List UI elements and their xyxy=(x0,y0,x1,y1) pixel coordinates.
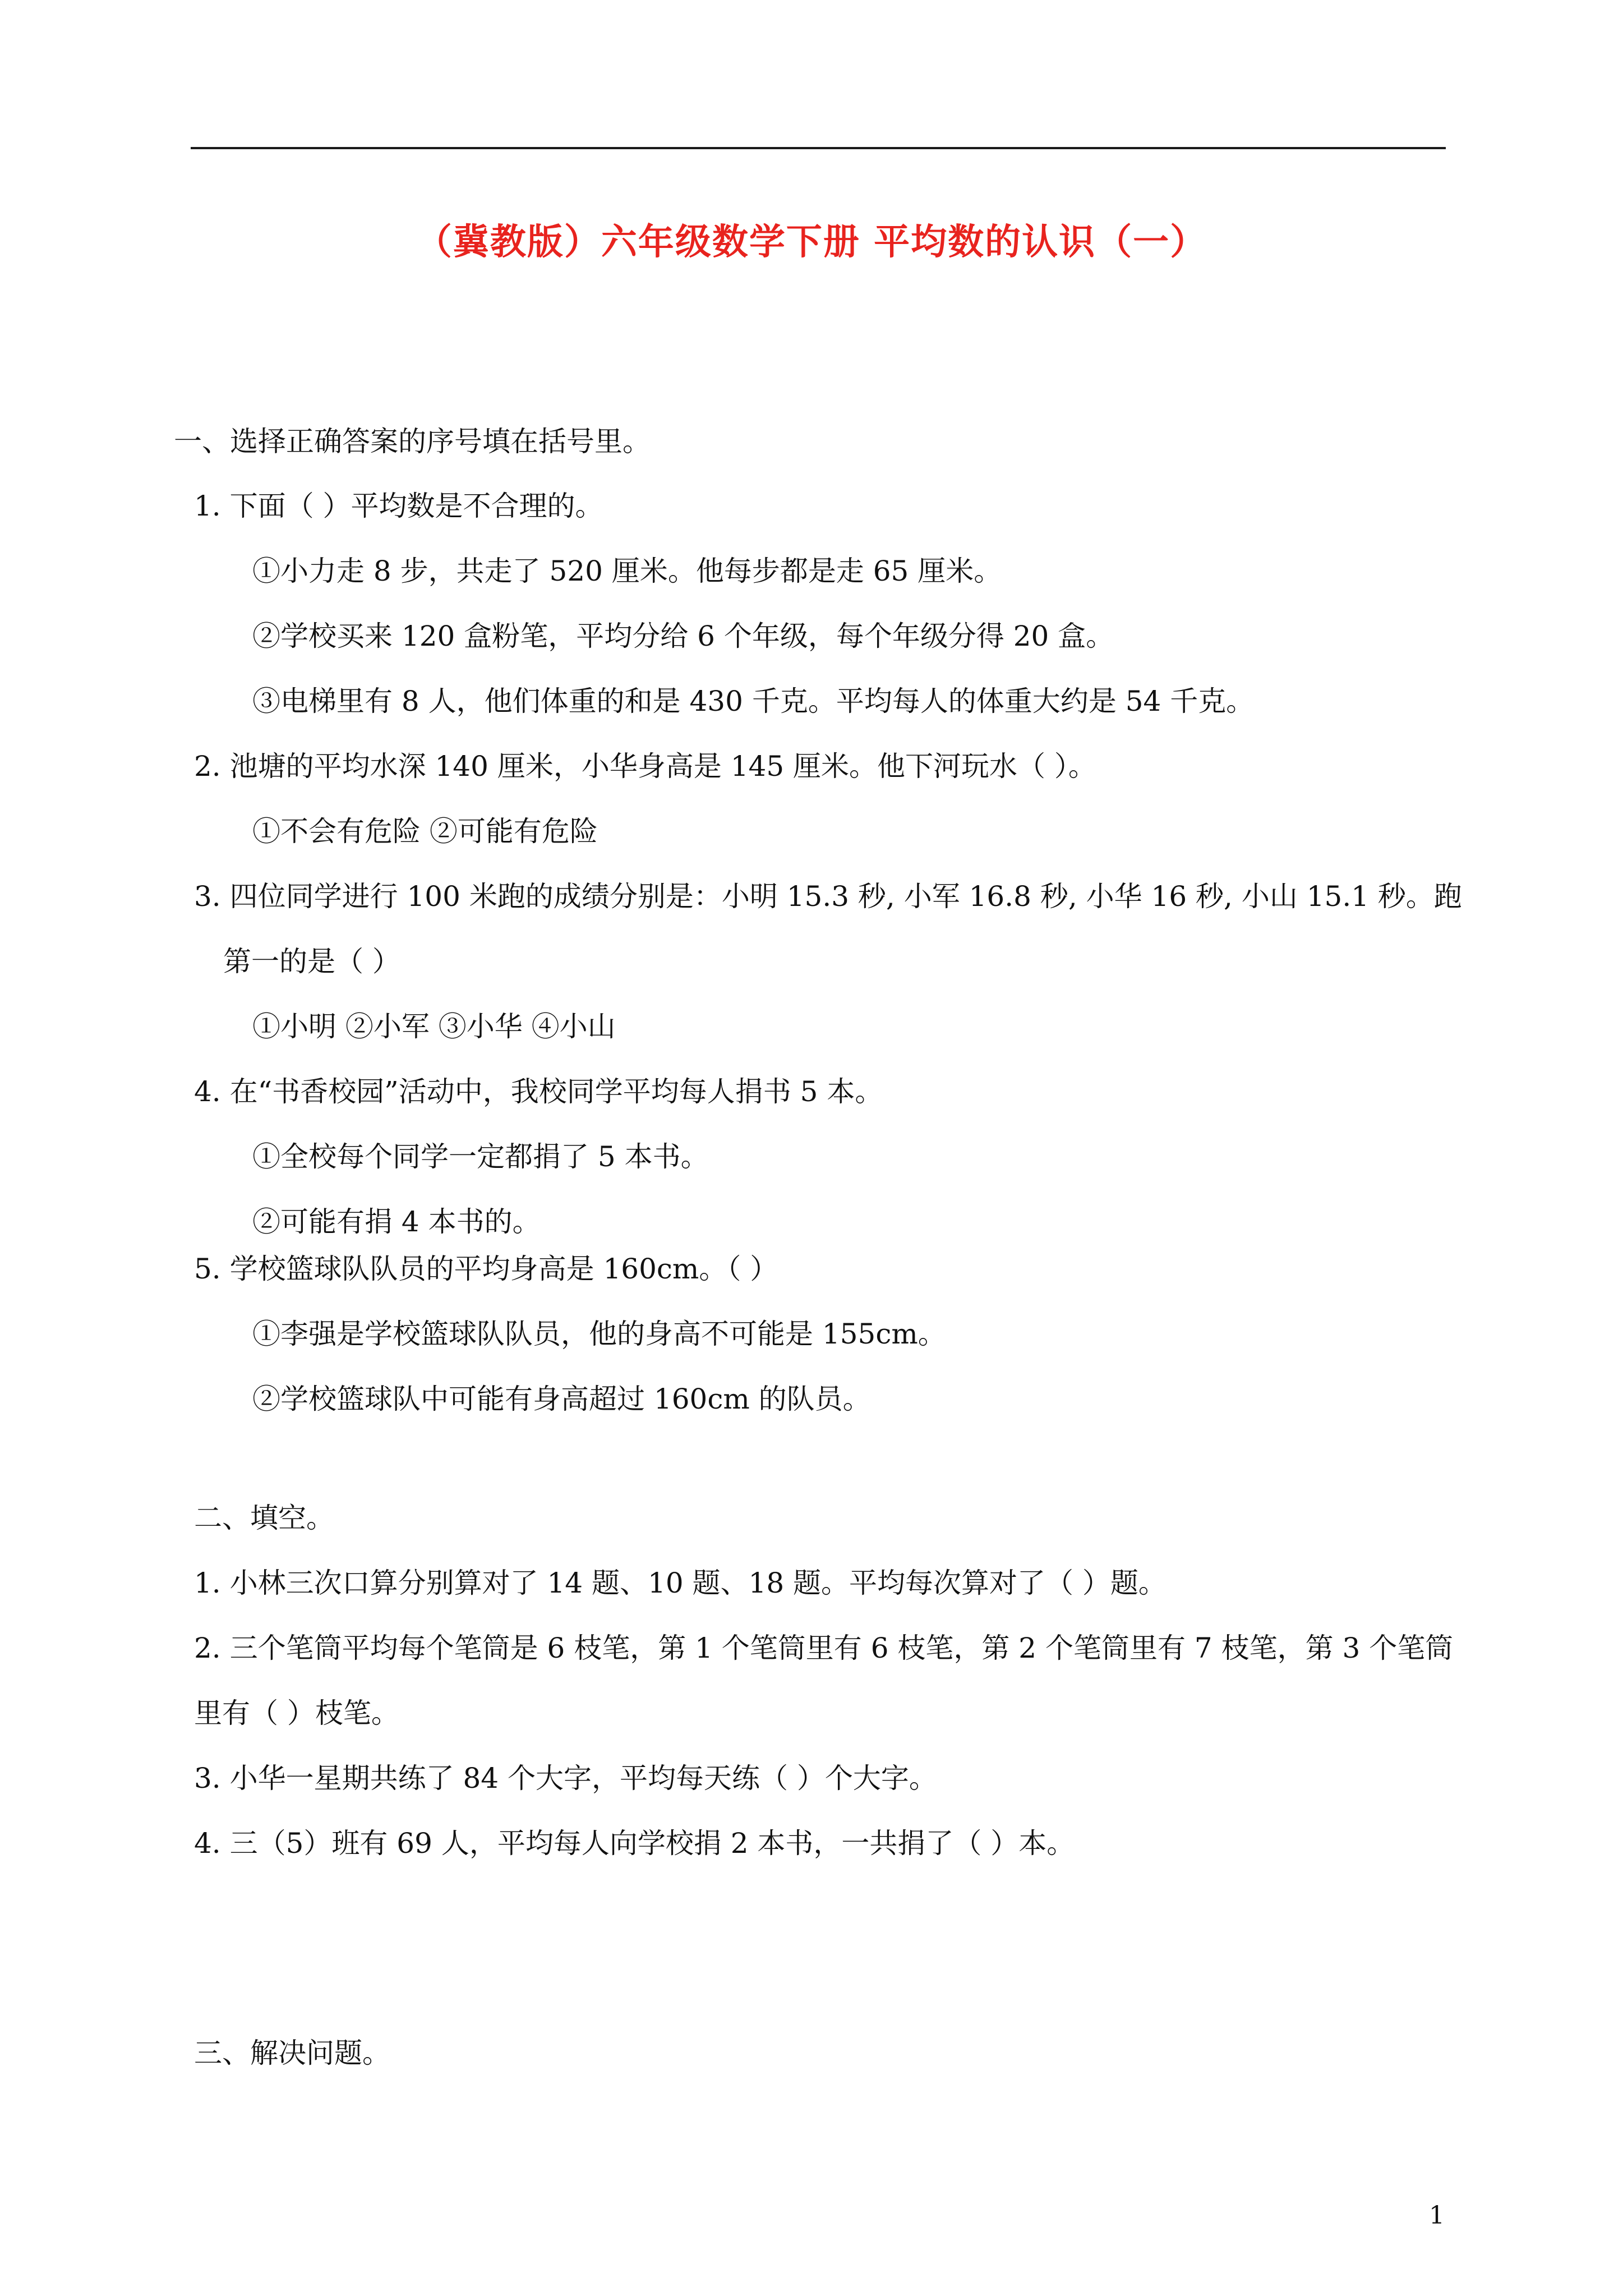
section-1-heading: 一、选择正确答案的序号填在括号里。 xyxy=(174,425,651,458)
q1-3-stem-cont: 第一的是（ ） xyxy=(223,945,400,978)
page-number: 1 xyxy=(1429,2201,1445,2230)
q1-4-stem: 4. 在“书香校园”活动中，我校同学平均每人捐书 5 本。 xyxy=(194,1075,883,1108)
section-2-heading: 二、填空。 xyxy=(194,1502,334,1534)
q1-1-option-2: ②学校买来 120 盒粉笔，平均分给 6 个年级，每个年级分得 20 盒。 xyxy=(252,620,1114,652)
q1-5-option-1: ①李强是学校篮球队队员，他的身高不可能是 155cm。 xyxy=(252,1318,946,1350)
q1-5-stem: 5. 学校篮球队队员的平均身高是 160cm。（ ） xyxy=(194,1253,778,1285)
q1-2-stem: 2. 池塘的平均水深 140 厘米，小华身高是 145 厘米。他下河玩水（ ）。 xyxy=(194,750,1096,783)
q1-1-stem: 1. 下面（ ）平均数是不合理的。 xyxy=(194,490,603,522)
header-rule xyxy=(191,147,1446,149)
q1-4-option-2: ②可能有捐 4 本书的。 xyxy=(252,1205,541,1238)
q1-5-option-2: ②学校篮球队中可能有身高超过 160cm 的队员。 xyxy=(252,1383,871,1415)
q1-1-option-1: ①小力走 8 步，共走了 520 厘米。他每步都是走 65 厘米。 xyxy=(252,555,1002,587)
section-3-heading: 三、解决问题。 xyxy=(194,2037,390,2069)
q2-4-stem: 4. 三（5）班有 69 人，平均每人向学校捐 2 本书，一共捐了（ ）本。 xyxy=(194,1827,1075,1860)
q1-3-options: ①小明 ②小军 ③小华 ④小山 xyxy=(252,1010,616,1043)
q2-3-stem: 3. 小华一星期共练了 84 个大字，平均每天练（ ）个大字。 xyxy=(194,1762,937,1795)
q2-1-stem: 1. 小林三次口算分别算对了 14 题、10 题、18 题。平均每次算对了（ ）题。 xyxy=(194,1567,1166,1599)
q1-2-options: ①不会有危险 ②可能有危险 xyxy=(252,815,598,848)
q2-2-stem-cont: 里有（ ）枝笔。 xyxy=(194,1697,399,1729)
q1-4-option-1: ①全校每个同学一定都捐了 5 本书。 xyxy=(252,1140,709,1173)
q1-3-stem: 3. 四位同学进行 100 米跑的成绩分别是：小明 15.3 秒, 小军 16.8 秒, 小华 16 秒, 小山 15.1 秒。跑 xyxy=(194,880,1462,913)
q1-1-option-3: ③电梯里有 8 人，他们体重的和是 430 千克。平均每人的体重大约是 54 千克。 xyxy=(252,685,1255,717)
q2-2-stem: 2. 三个笔筒平均每个笔筒是 6 枝笔，第 1 个笔筒里有 6 枝笔，第 2 个笔筒里有 7 枝笔，第 3 个笔筒 xyxy=(194,1632,1454,1664)
document-title: （冀教版）六年级数学下册 平均数的认识（一） xyxy=(416,222,1207,263)
